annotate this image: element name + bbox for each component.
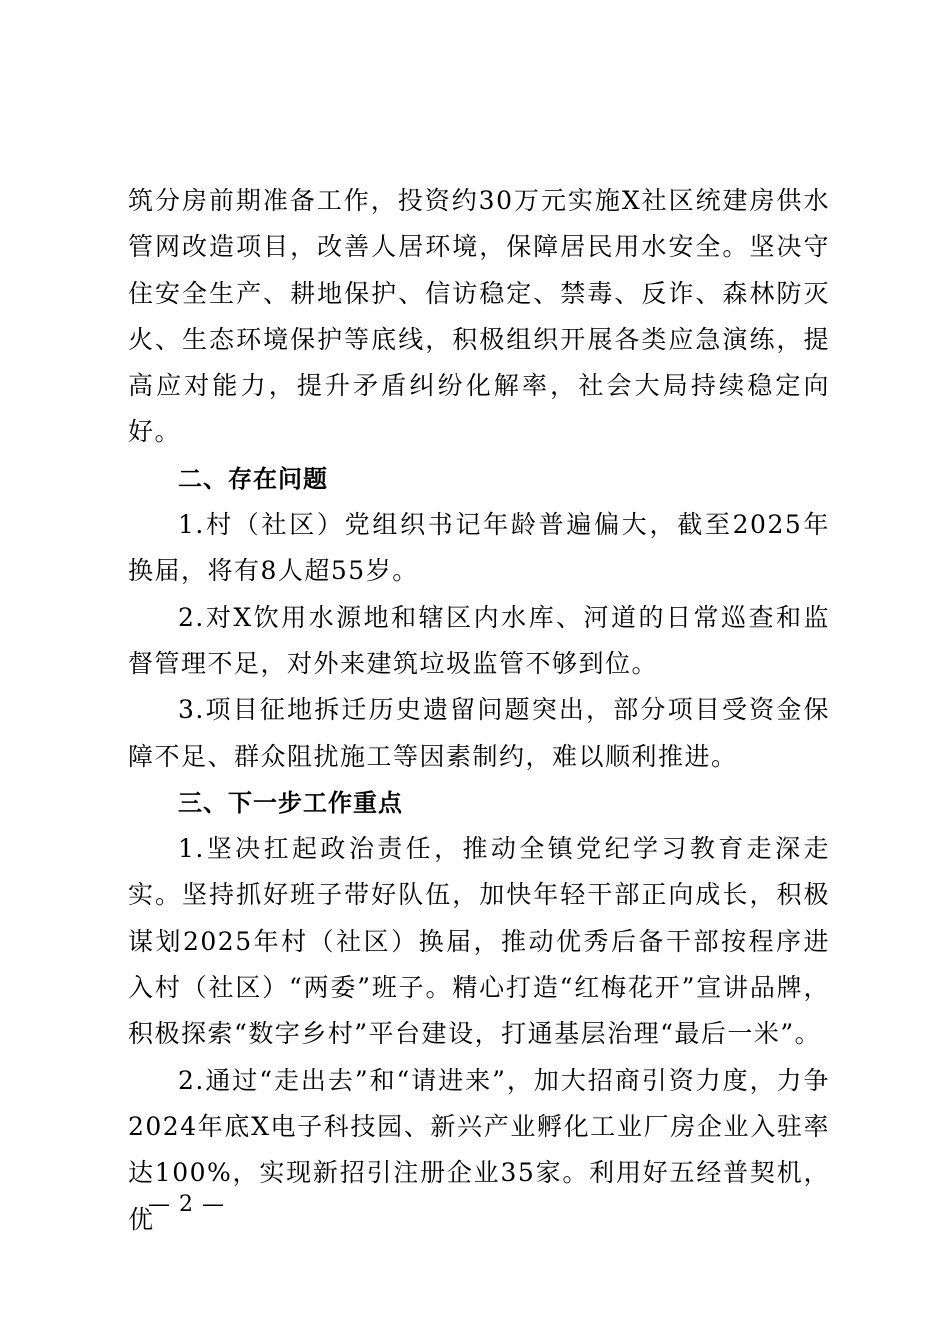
next-step-item-2: 2.通过“走出去”和“请进来”，加大招商引资力度，力争2024年底X电子科技园、新兴产业孵化工业厂房企业入驻率达100%，实现新招引注册企业35家。利用好五经普契机，优 (128, 1065, 830, 1234)
heading-existing-problems: 二、存在问题 (178, 464, 328, 493)
heading-next-steps: 三、下一步工作重点 (178, 788, 403, 817)
problem-item-3: 3.项目征地拆迁历史遗留问题突出，部分项目受资金保障不足、群众阻扰施工等因素制约，难以顺利推进。 (128, 695, 830, 771)
page-number: — 2 — (148, 1192, 225, 1217)
problem-item-1: 1.村（社区）党组织书记年龄普遍偏大，截至2025年换届，将有8人超55岁。 (128, 510, 830, 586)
document-body (128, 178, 830, 1243)
paragraph-intro-continuation: 筑分房前期准备工作，投资约30万元实施X社区统建房供水管网改造项目，改善人居环境，保障居民用水安全。坚决守住安全生产、耕地保护、信访稳定、禁毒、反诈、森林防灭火、生态环境保护等底线，积极组织开展各类应急演练，提高应对能力，提升矛盾纠纷化解率，社会大局持续稳定向好。 (128, 186, 830, 447)
problem-item-2: 2.对X饮用水源地和辖区内水库、河道的日常巡查和监督管理不足，对外来建筑垃圾监管不够到位。 (128, 602, 830, 678)
next-step-item-1: 1.坚决扛起政治责任，推动全镇党纪学习教育走深走实。坚持抓好班子带好队伍，加快年轻干部正向成长，积极谋划2025年村（社区）换届，推动优秀后备干部按程序进入村（社区）“两委”班子。精心打造“红梅花开”宣讲品牌，积极探索“数字乡村”平台建设，打通基层治理“最后一米”。 (128, 834, 830, 1049)
